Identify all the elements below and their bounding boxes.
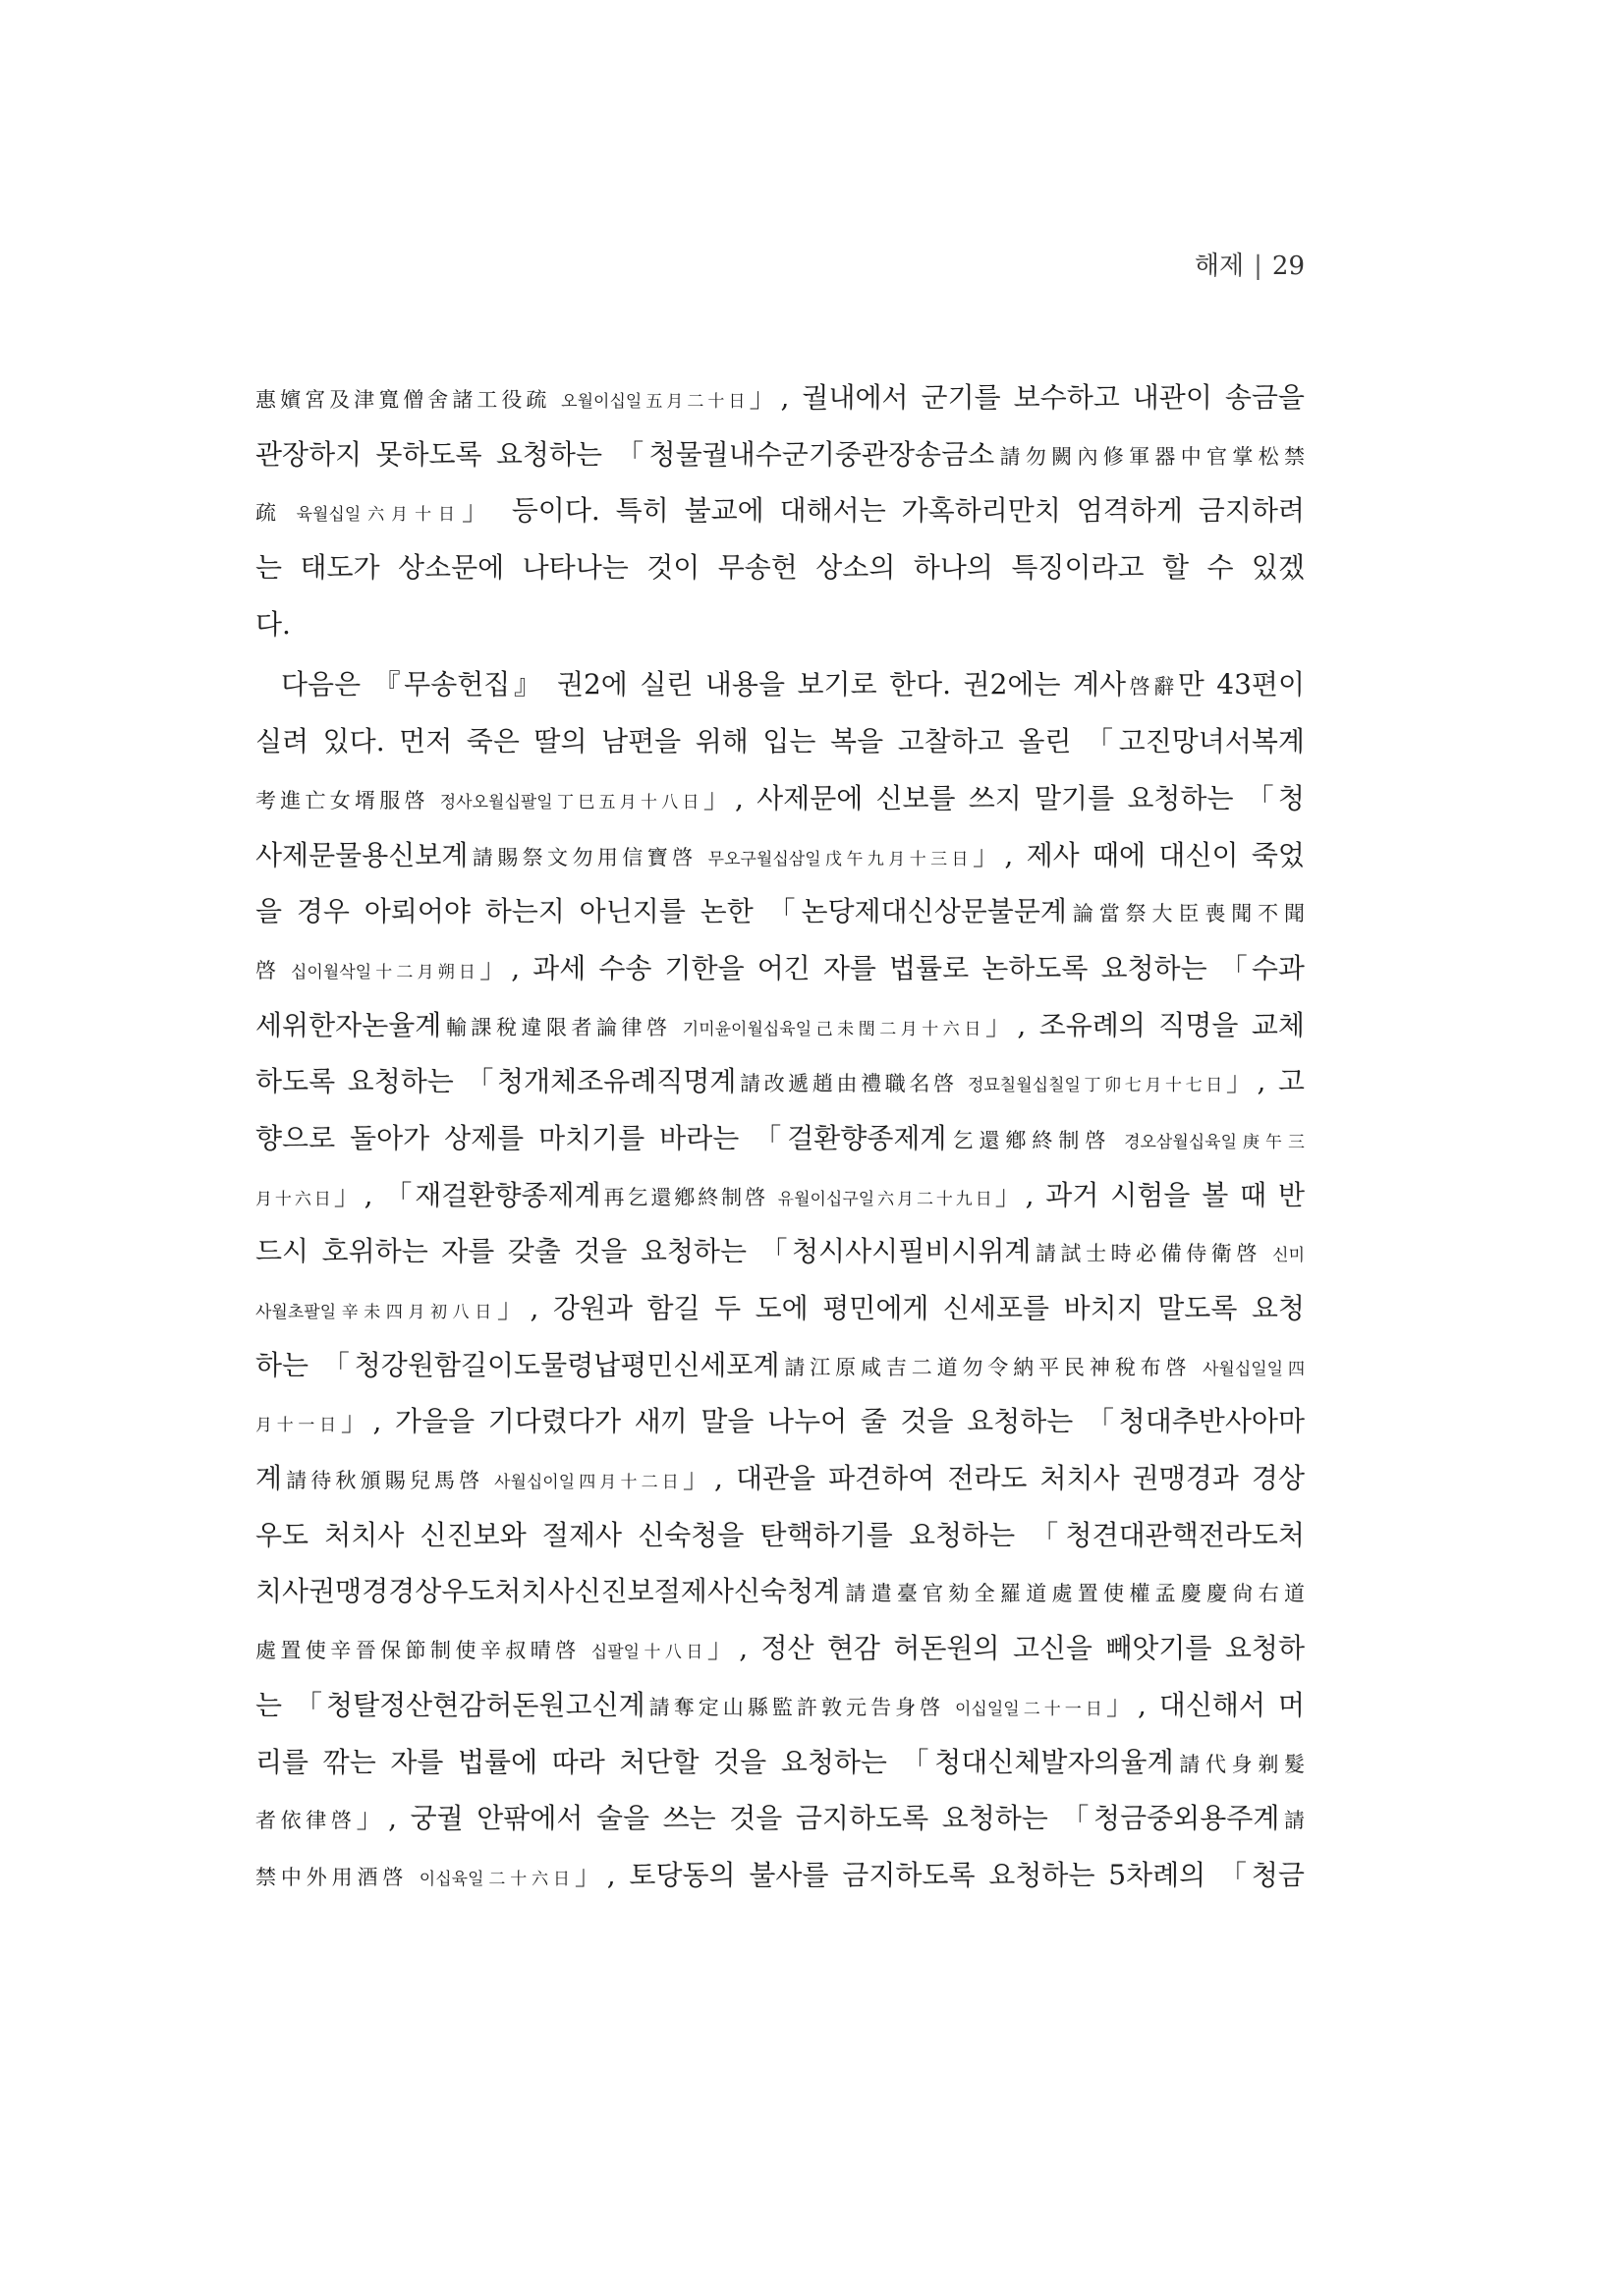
- hanja-annotation: 處置使辛晉保節制使辛叔晴啓: [255, 1639, 591, 1663]
- hanja-annotation: 請奪定山縣監許敦元告身啓: [644, 1695, 955, 1719]
- text-line: [255, 1677, 1305, 1734]
- body-text: 계: [255, 1462, 283, 1495]
- hanja-annotation: 考進亡女壻服啓: [255, 788, 440, 812]
- text-line: [255, 1223, 1305, 1280]
- body-text: 만 43편이: [1177, 668, 1305, 701]
- body-text: 세위한자논율계: [255, 1008, 442, 1041]
- body-text: 실려 있다. 먼저 죽은 딸의 남편을 위해 입는 복을 고찰하고 올린 「고진망녀서복계: [255, 725, 1305, 758]
- text-line: [255, 883, 1305, 940]
- body-text: 」 등이다. 특히 불교에 대해서는 가혹하리만치 엄격하게 금지하려: [461, 494, 1305, 528]
- text-line: [255, 1337, 1305, 1394]
- body-text: 다음은 『무송헌집』 권2에 실린 내용을 보기로 한다. 권2에는 계사: [281, 668, 1127, 701]
- body-text: 」, 가을을 기다렸다가 새끼 말을 나누어 줄 것을 요청하는 「청대추반사아마: [340, 1405, 1305, 1438]
- text-line: [255, 940, 1305, 997]
- hanja-annotation: 者依律啓: [255, 1809, 357, 1833]
- hanja-annotation: 請賜祭文勿用信寶啓: [468, 845, 708, 869]
- date-annotation: 이십일일二十一日: [954, 1699, 1106, 1719]
- hanja-annotation: 請代身剃髮: [1173, 1752, 1305, 1776]
- body-text: 리를 깎는 자를 법률에 따라 처단할 것을 요청하는 「청대신체발자의율계: [255, 1745, 1174, 1778]
- date-annotation: 십팔일十八日: [590, 1643, 707, 1663]
- body-text: 는 「청탈정산현감허돈원고신계: [255, 1688, 645, 1721]
- body-text: 」, 토당동의 불사를 금지하도록 요청하는 5차례의 「청금: [574, 1858, 1305, 1891]
- body-text: 」, 사제문에 신보를 쓰지 말기를 요청하는 「청: [702, 781, 1305, 814]
- hanja-annotation: 請遣臺官劾全羅道處置使權孟慶慶尙右道: [840, 1582, 1305, 1606]
- text-line: [255, 369, 1305, 426]
- body-text: 」, 과거 시험을 볼 때 반: [994, 1178, 1305, 1211]
- date-annotation: 경오삼월십육일庚午三: [1124, 1132, 1305, 1152]
- body-text: 」, 궁궐 안팎에서 술을 쓰는 것을 금지하도록 요청하는 「청금중외용주계: [356, 1802, 1280, 1835]
- body-text: 우도 처치사 신진보와 절제사 신숙청을 탄핵하기를 요청하는 「청견대관핵전라도처: [255, 1518, 1305, 1551]
- hanja-annotation: 輸課稅違限者論律啓: [441, 1015, 683, 1039]
- paragraph: [255, 369, 1305, 652]
- hanja-annotation: 請待秋頒賜兒馬啓: [282, 1469, 495, 1493]
- body-text: 」, 조유례의 직명을 교체: [984, 1008, 1305, 1041]
- date-annotation: 무오구월십삼일戊午九月十三日: [707, 849, 973, 869]
- body-text: 사제문물용신보계: [255, 838, 469, 871]
- hanja-annotation: 請江原咸吉二道勿令納平民神稅布啓: [779, 1355, 1203, 1379]
- hanja-annotation: 啓辭: [1126, 675, 1178, 700]
- text-line: [255, 596, 1305, 653]
- body-text: 을 경우 아뢰어야 하는지 아닌지를 논한 「논당제대신상문불문계: [255, 895, 1067, 928]
- text-line: [255, 1053, 1305, 1110]
- text-line: [255, 1620, 1305, 1677]
- body-text: 」, 과세 수송 기한을 어긴 자를 법률로 논하도록 요청하는 「수과: [479, 951, 1305, 984]
- text-line: [255, 656, 1305, 713]
- body-text: 향으로 돌아가 상제를 마치기를 바라는 「걸환향종제계: [255, 1121, 947, 1154]
- hanja-annotation: 論當祭大臣喪聞不聞: [1066, 902, 1305, 926]
- text-line: [255, 1393, 1305, 1450]
- date-annotation: 정묘칠월십칠일丁卯七月十七日: [967, 1076, 1226, 1096]
- body-text: 다.: [255, 607, 291, 641]
- hanja-annotation: 乞還鄕終制啓: [946, 1128, 1125, 1152]
- hanja-annotation: 請勿闕內修軍器中官掌松禁: [994, 444, 1305, 469]
- body-text: 」, 강원과 함길 두 도에 평민에게 신세포를 바치지 말도록 요청: [496, 1292, 1305, 1324]
- text-line: [255, 1280, 1305, 1337]
- hanja-annotation: 疏: [255, 501, 297, 526]
- hanja-annotation: 請: [1279, 1809, 1305, 1833]
- text-line: [255, 1847, 1305, 1904]
- date-annotation: 사월십이일四月十二日: [494, 1473, 683, 1493]
- body-text: 관장하지 못하도록 요청하는 「청물궐내수군기중관장송금소: [255, 437, 995, 471]
- body-text: 」, 고: [1225, 1065, 1305, 1098]
- text-line: [255, 997, 1305, 1054]
- text-line: [255, 1167, 1305, 1224]
- body-text: 드시 호위하는 자를 갖출 것을 요청하는 「청시사시필비시위계: [255, 1235, 1032, 1268]
- body-text: 」, 궐내에서 군기를 보수하고 내관이 송금을: [749, 381, 1305, 414]
- date-annotation: 이십육일二十六日: [419, 1869, 575, 1889]
- text-line: [255, 426, 1305, 483]
- date-annotation: 육월십일六月十日: [296, 505, 462, 526]
- date-annotation: 유월이십구일六月二十九日: [777, 1189, 995, 1209]
- text-line: [255, 1450, 1305, 1507]
- hanja-annotation: 惠嬪宮及津寬僧舍諸工役疏: [255, 388, 562, 412]
- body-text: 」, 「재걸환향종제계: [333, 1178, 601, 1211]
- running-head: [1195, 246, 1305, 282]
- body-text: 」, 대관을 파견하여 전라도 처치사 권맹경과 경상: [682, 1462, 1305, 1495]
- hanja-annotation: 請改遞趙由禮職名啓: [736, 1072, 968, 1096]
- paragraph: [255, 656, 1305, 1903]
- date-annotation: 月十一日: [255, 1416, 341, 1436]
- body-text: 치사권맹경경상우도처치사신진보절제사신숙청계: [255, 1575, 841, 1608]
- hanja-annotation: 禁中外用酒啓: [255, 1865, 420, 1889]
- text-line: [255, 1734, 1305, 1791]
- body-text: 」, 정산 현감 허돈원의 고신을 빼앗기를 요청하: [706, 1632, 1305, 1665]
- text-line: [255, 482, 1305, 539]
- body-text: 는 태도가 상소문에 나타나는 것이 무송헌 상소의 하나의 특징이라고 할 수 있겠: [255, 551, 1305, 585]
- date-annotation: 십이월삭일十二月朔日: [291, 962, 480, 982]
- date-annotation: 사월십일일四: [1202, 1359, 1305, 1379]
- page-number: 29: [1271, 252, 1305, 281]
- date-annotation: 사월초팔일辛未四月初八日: [255, 1303, 497, 1322]
- body-text: 하는 「청강원함길이도물령납평민신세포계: [255, 1348, 780, 1381]
- text-line: [255, 1790, 1305, 1847]
- body-text: 하도록 요청하는 「청개체조유례직명계: [255, 1065, 737, 1098]
- text-line: [255, 1507, 1305, 1564]
- text-line: [255, 539, 1305, 596]
- body-text: 」, 대신해서 머: [1105, 1688, 1305, 1721]
- header-separator: |: [1254, 252, 1262, 281]
- hanja-annotation: 請試士時必備侍衛啓: [1031, 1242, 1273, 1266]
- hanja-annotation: 再乞還鄕終制啓: [600, 1185, 778, 1209]
- text-line: [255, 1563, 1305, 1620]
- date-annotation: 오월이십일五月二十日: [561, 392, 750, 412]
- hanja-annotation: 啓: [255, 958, 291, 982]
- body-text: 」, 제사 때에 대신이 죽었: [972, 838, 1305, 871]
- date-annotation: 신미: [1272, 1246, 1305, 1266]
- text-line: [255, 1110, 1305, 1167]
- section-title: 해제: [1194, 252, 1245, 281]
- text-line: [255, 770, 1305, 827]
- date-annotation: 月十六日: [255, 1189, 334, 1209]
- text-line: [255, 713, 1305, 770]
- text-body: [255, 369, 1305, 1904]
- date-annotation: 정사오월십팔일丁巳五月十八日: [439, 792, 703, 812]
- text-line: [255, 827, 1305, 884]
- date-annotation: 기미윤이월십육일己未閏二月十六日: [682, 1019, 985, 1039]
